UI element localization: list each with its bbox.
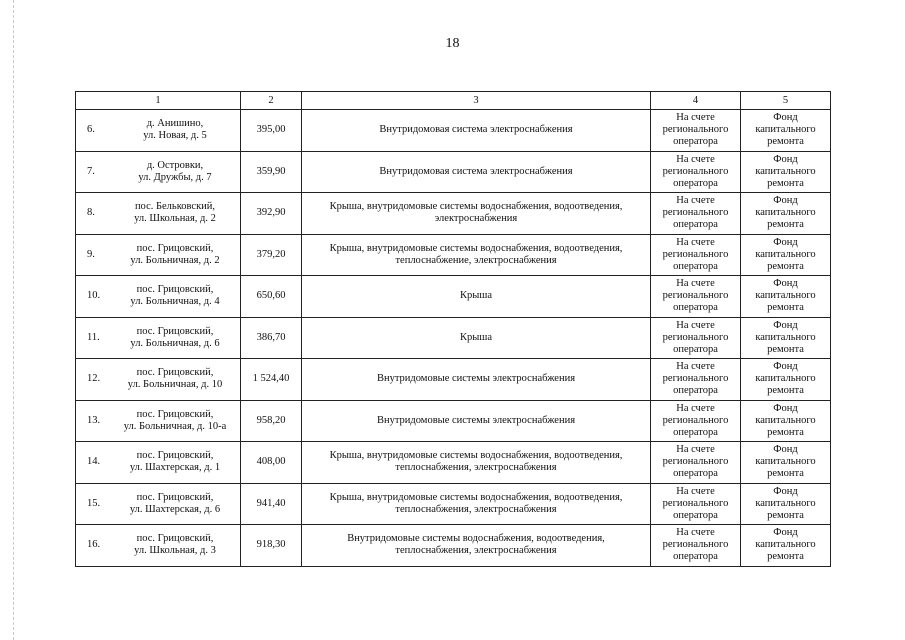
fund-line: Фонд (773, 361, 798, 373)
account-cell (651, 317, 741, 359)
fund-line: ремонта (767, 426, 804, 438)
row-number: 6. (87, 124, 95, 136)
address-locality: пос. Грицовский, (136, 242, 214, 254)
account-line: На счете (676, 195, 715, 207)
area-cell: 650,60 (241, 276, 302, 318)
works-cell (302, 525, 651, 567)
fund-line: ремонта (767, 343, 804, 355)
account-line: оператора (673, 509, 718, 521)
account-line: регионального (662, 414, 729, 426)
account-line: оператора (673, 426, 718, 438)
fund-line: Фонд (773, 153, 798, 165)
fund-line: капитального (755, 207, 816, 219)
column-header-1: 1 (76, 92, 241, 110)
address-street: ул. Дружбы, д. 7 (138, 171, 212, 183)
works-line-1: Внутридомовая система электроснабжения (379, 165, 573, 177)
fund-line: Фонд (773, 444, 798, 456)
account-line: оператора (673, 136, 718, 148)
table-row (76, 234, 831, 276)
repair-program-table (75, 91, 831, 567)
row-number: 14. (87, 456, 101, 468)
area-cell: 395,00 (241, 110, 302, 152)
address-street: ул. Больничная, д. 6 (130, 337, 220, 349)
account-line: оператора (673, 302, 718, 314)
account-line: На счете (676, 319, 715, 331)
fund-line: Фонд (773, 527, 798, 539)
works-line-1: Внутридомовые системы водоснабжения, водоотведения, (347, 533, 605, 545)
area-cell: 941,40 (241, 483, 302, 525)
address-locality: пос. Бельковский, (134, 201, 216, 213)
works-line-2: теплоснабжения, электроснабжения (395, 503, 557, 515)
works-line-1: Крыша (459, 331, 493, 343)
address-cell (76, 151, 241, 193)
works-line-1: Крыша, внутридомовые системы водоснабжения, водоотведения, (329, 201, 623, 213)
fund-cell (741, 317, 831, 359)
works-line-2: теплоснабжение, электроснабжения (395, 254, 557, 266)
fund-line: ремонта (767, 468, 804, 480)
works-line-1: Крыша, внутридомовые системы водоснабжения, водоотведения, (329, 242, 623, 254)
address (113, 284, 237, 308)
area-cell: 359,90 (241, 151, 302, 193)
account-line: регионального (662, 456, 729, 468)
fund-line: Фонд (773, 319, 798, 331)
works-cell (302, 483, 651, 525)
address-locality: д. Островки, (146, 159, 204, 171)
works-line-1: Крыша, внутридомовые системы водоснабжения, водоотведения, (329, 450, 623, 462)
address-locality: пос. Грицовский, (136, 408, 214, 420)
row-number: 9. (87, 248, 95, 260)
address-locality: д. Анишино, (146, 118, 204, 130)
fund-line: Фонд (773, 402, 798, 414)
fund-line: Фонд (773, 112, 798, 124)
address (113, 326, 237, 350)
account-cell (651, 234, 741, 276)
fund-cell (741, 276, 831, 318)
works-line-1: Внутридомовые системы электроснабжения (376, 373, 576, 385)
address-cell (76, 276, 241, 318)
address (113, 533, 237, 557)
area-cell: 392,90 (241, 193, 302, 235)
fund-line: Фонд (773, 236, 798, 248)
row-number: 10. (87, 290, 101, 302)
address-street: ул. Шахтерская, д. 1 (129, 462, 221, 474)
fund-line: ремонта (767, 509, 804, 521)
table-row (76, 317, 831, 359)
address-cell (76, 442, 241, 484)
account-line: оператора (673, 219, 718, 231)
address (113, 450, 237, 474)
works-line-1: Внутридомовые системы электроснабжения (376, 414, 576, 426)
account-line: На счете (676, 236, 715, 248)
account-line: На счете (676, 402, 715, 414)
works-line-2: теплоснабжения, электроснабжения (395, 462, 557, 474)
fund-line: Фонд (773, 195, 798, 207)
account-line: оператора (673, 468, 718, 480)
account-line: На счете (676, 361, 715, 373)
row-number: 12. (87, 373, 101, 385)
fund-cell (741, 483, 831, 525)
binding-margin-line (13, 0, 14, 640)
account-cell (651, 442, 741, 484)
address-cell (76, 234, 241, 276)
table-row (76, 151, 831, 193)
works-cell (302, 151, 651, 193)
address (113, 492, 237, 516)
address-street: ул. Больничная, д. 4 (130, 296, 220, 308)
address-cell (76, 359, 241, 401)
account-line: регионального (662, 207, 729, 219)
account-line: регионального (662, 539, 729, 551)
address (113, 243, 237, 267)
account-cell (651, 276, 741, 318)
works-cell (302, 234, 651, 276)
works-cell (302, 276, 651, 318)
account-line: регионального (662, 165, 729, 177)
account-cell (651, 400, 741, 442)
fund-line: капитального (755, 290, 816, 302)
fund-line: ремонта (767, 260, 804, 272)
address-cell (76, 400, 241, 442)
table-row (76, 193, 831, 235)
account-cell (651, 483, 741, 525)
account-line: На счете (676, 485, 715, 497)
account-cell (651, 110, 741, 152)
account-line: оператора (673, 260, 718, 272)
area-cell: 408,00 (241, 442, 302, 484)
table-body (76, 110, 831, 567)
column-header-3: 3 (302, 92, 651, 110)
address-locality: пос. Грицовский, (136, 533, 214, 545)
address-street: ул. Школьная, д. 3 (134, 545, 216, 557)
address (113, 118, 237, 142)
table-row (76, 359, 831, 401)
account-line: На счете (676, 112, 715, 124)
row-number: 7. (87, 165, 95, 177)
works-line-2: электроснабжения (434, 213, 518, 225)
area-cell: 958,20 (241, 400, 302, 442)
address-locality: пос. Грицовский, (136, 491, 214, 503)
works-cell (302, 400, 651, 442)
fund-cell (741, 234, 831, 276)
account-line: регионального (662, 331, 729, 343)
account-cell (651, 151, 741, 193)
address (113, 201, 237, 225)
address-locality: пос. Грицовский, (136, 450, 214, 462)
address-cell (76, 483, 241, 525)
works-cell (302, 359, 651, 401)
area-cell: 918,30 (241, 525, 302, 567)
table-row (76, 483, 831, 525)
works-cell (302, 317, 651, 359)
account-line: регионального (662, 373, 729, 385)
column-header-4: 4 (651, 92, 741, 110)
address-street: ул. Шахтерская, д. 6 (129, 503, 221, 515)
row-number: 16. (87, 539, 101, 551)
fund-line: капитального (755, 414, 816, 426)
table-row (76, 110, 831, 152)
fund-line: капитального (755, 165, 816, 177)
fund-line: капитального (755, 248, 816, 260)
address-cell (76, 317, 241, 359)
works-line-1: Крыша (459, 290, 493, 302)
fund-line: ремонта (767, 551, 804, 563)
account-cell (651, 525, 741, 567)
fund-cell (741, 400, 831, 442)
fund-cell (741, 110, 831, 152)
fund-cell (741, 151, 831, 193)
account-line: оператора (673, 343, 718, 355)
fund-line: капитального (755, 373, 816, 385)
works-line-1: Внутридомовая система электроснабжения (379, 124, 573, 136)
address-cell (76, 193, 241, 235)
address-locality: пос. Грицовский, (136, 284, 214, 296)
fund-line: капитального (755, 331, 816, 343)
row-number: 11. (87, 331, 100, 343)
account-line: На счете (676, 278, 715, 290)
fund-line: капитального (755, 539, 816, 551)
account-line: На счете (676, 527, 715, 539)
account-line: регионального (662, 290, 729, 302)
address (113, 367, 237, 391)
table-row (76, 276, 831, 318)
fund-line: ремонта (767, 385, 804, 397)
fund-line: ремонта (767, 219, 804, 231)
area-cell: 386,70 (241, 317, 302, 359)
address-locality: пос. Грицовский, (136, 325, 214, 337)
row-number: 15. (87, 497, 101, 509)
table-row (76, 442, 831, 484)
table-row (76, 400, 831, 442)
account-line: регионального (662, 497, 729, 509)
works-line-2: теплоснабжения, электроснабжения (395, 545, 557, 557)
fund-line: ремонта (767, 177, 804, 189)
area-cell: 1 524,40 (241, 359, 302, 401)
fund-cell (741, 442, 831, 484)
table-row (76, 525, 831, 567)
account-line: На счете (676, 444, 715, 456)
address (113, 409, 237, 433)
address-cell (76, 525, 241, 567)
account-cell (651, 359, 741, 401)
address-street: ул. Больничная, д. 2 (130, 254, 220, 266)
account-line: регионального (662, 248, 729, 260)
fund-line: Фонд (773, 278, 798, 290)
works-line-1: Крыша, внутридомовые системы водоснабжения, водоотведения, (329, 491, 623, 503)
row-number: 8. (87, 207, 95, 219)
fund-line: капитального (755, 456, 816, 468)
column-header-5: 5 (741, 92, 831, 110)
row-number: 13. (87, 414, 101, 426)
address-street: ул. Школьная, д. 2 (134, 213, 216, 225)
fund-line: ремонта (767, 302, 804, 314)
fund-line: ремонта (767, 136, 804, 148)
address-street: ул. Больничная, д. 10 (127, 379, 223, 391)
works-cell (302, 193, 651, 235)
column-header-2: 2 (241, 92, 302, 110)
fund-cell (741, 193, 831, 235)
works-cell (302, 110, 651, 152)
account-line: оператора (673, 177, 718, 189)
fund-line: капитального (755, 124, 816, 136)
table-header-row (76, 92, 831, 110)
fund-line: Фонд (773, 485, 798, 497)
area-cell: 379,20 (241, 234, 302, 276)
fund-cell (741, 525, 831, 567)
address-street: ул. Новая, д. 5 (143, 130, 207, 142)
account-line: оператора (673, 551, 718, 563)
account-line: На счете (676, 153, 715, 165)
address-cell (76, 110, 241, 152)
account-line: оператора (673, 385, 718, 397)
fund-cell (741, 359, 831, 401)
account-line: регионального (662, 124, 729, 136)
address-locality: пос. Грицовский, (136, 367, 214, 379)
address (113, 160, 237, 184)
fund-line: капитального (755, 497, 816, 509)
page-number: 18 (445, 36, 460, 51)
address-street: ул. Больничная, д. 10-а (123, 420, 227, 432)
account-cell (651, 193, 741, 235)
works-cell (302, 442, 651, 484)
